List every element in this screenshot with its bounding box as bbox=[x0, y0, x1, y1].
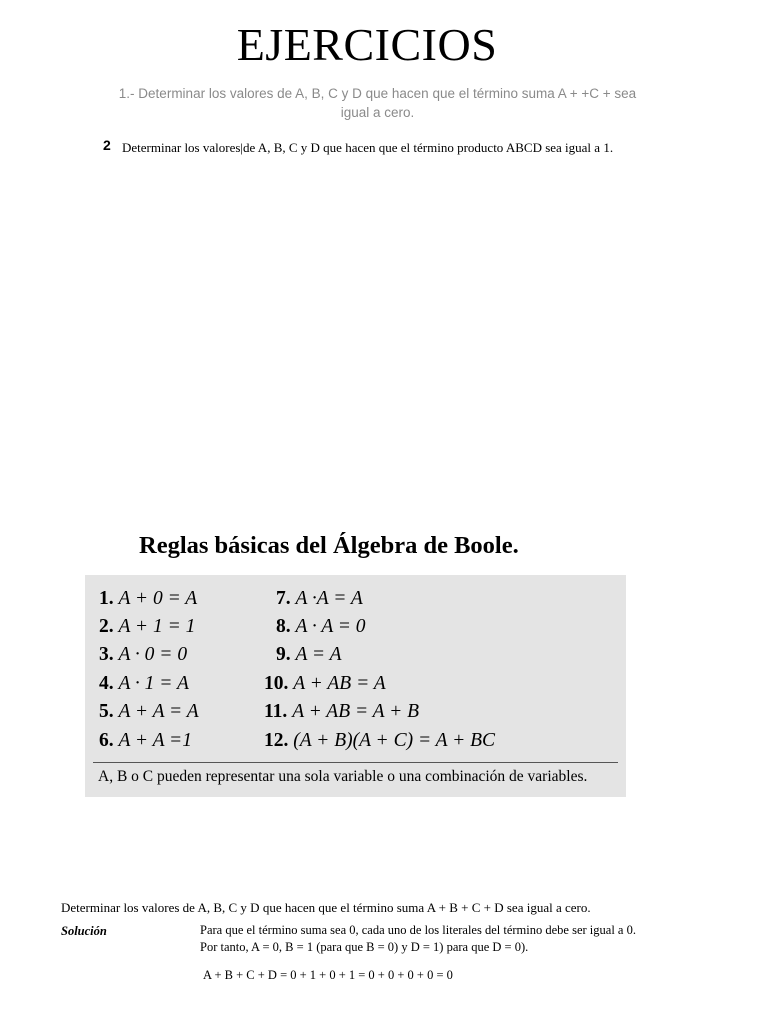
solution-equation: A + B + C + D = 0 + 1 + 0 + 1 = 0 + 0 + 0 + 0 = 0 bbox=[203, 968, 453, 982]
rule-2: 2. A + 1 = 1 bbox=[99, 616, 196, 637]
rule-1: 1. A + 0 = A bbox=[99, 588, 198, 609]
solution-label: Solución bbox=[61, 924, 107, 938]
rule-10: 10. A + AB = A bbox=[264, 673, 386, 694]
rule-5: 5. A + A = A bbox=[99, 701, 199, 722]
exercise-2-text: Determinar los valores|de A, B, C y D que hacen que el término producto ABCD sea igual a 1. bbox=[122, 140, 614, 155]
boolean-rules-box bbox=[85, 575, 626, 797]
solution-text: Para que el término suma sea 0, cada uno de los literales del término debe ser igual a 0. Por tanto, A = 0, B = 1 (para que B = 0) y D = 1) para que D = 0). bbox=[200, 923, 636, 954]
page-title: EJERCICIOS bbox=[236, 19, 498, 70]
rule-6: 6. A + A =1 bbox=[99, 730, 192, 751]
rule-8: 8. A · A = 0 bbox=[276, 616, 366, 637]
rule-9: 9. A = A bbox=[276, 644, 342, 665]
rules-divider bbox=[93, 762, 618, 763]
rule-12: 12. (A + B)(A + C) = A + BC bbox=[264, 730, 496, 751]
exercise-2-number: 2 bbox=[103, 137, 111, 153]
rule-11: 11. A + AB = A + B bbox=[264, 701, 420, 722]
rules-note: A, B o C pueden representar una sola variable o una combinación de variables. bbox=[98, 768, 588, 785]
exercise-1-line1: 1.- Determinar los valores de A, B, C y D que hacen que el término suma A + +C + sea bbox=[118, 86, 637, 101]
exercise-1-line2: igual a cero. bbox=[340, 105, 415, 120]
example-statement: Determinar los valores de A, B, C y D que hacen que el término suma A + B + C + D sea igual a cero. bbox=[61, 900, 591, 915]
rule-4: 4. A · 1 = A bbox=[99, 673, 189, 694]
exercise-1 bbox=[90, 84, 665, 122]
rule-3: 3. A · 0 = 0 bbox=[99, 644, 188, 665]
rule-7: 7. A ·A = A bbox=[276, 588, 363, 609]
rules-title: Reglas básicas del Álgebra de Boole. bbox=[139, 532, 519, 559]
